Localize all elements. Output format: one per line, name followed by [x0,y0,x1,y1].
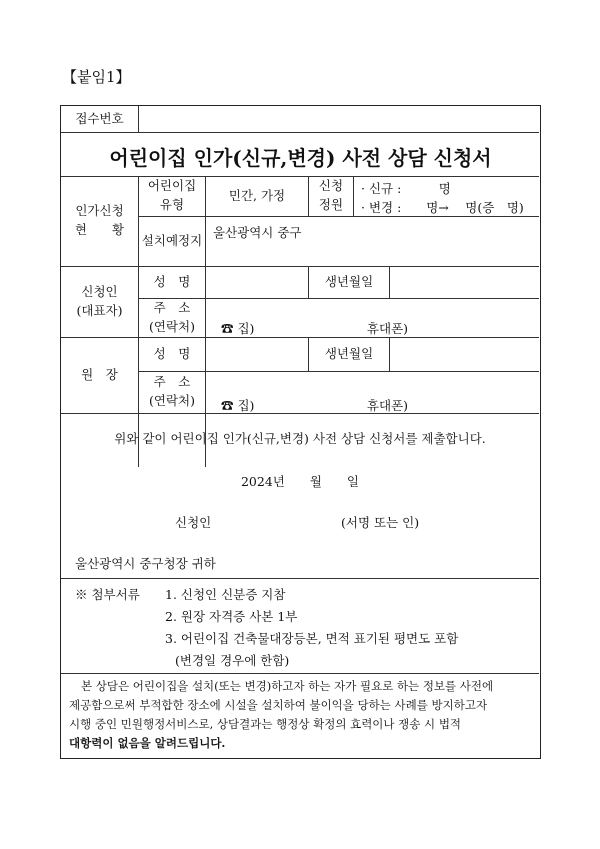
capacity-label [309,176,353,216]
director-birth-label: 생년월일 [324,345,374,361]
applicant-contact-line[interactable]: ☎ 집) 휴대폰) [221,321,409,336]
attachment-item-3-note: (변경일 경우에 한함) [175,653,290,668]
license-status-label-line2: 현 황 [74,222,125,237]
director-name-label: 성 명 [153,345,191,361]
applicant-address-label-line1: 주 소 [153,299,191,315]
type-label [139,176,205,216]
applicant-address-label [139,298,205,337]
director-address-label-line1: 주 소 [153,374,191,390]
applicant-label-line2: (대표자) [76,302,123,318]
type-label-line2: 유형 [159,197,185,212]
type-label-line1: 어린이집 [147,178,197,194]
notice-line-1: 본 상담은 어린이집을 설치(또는 변경)하고자 하는 자가 필요로 하는 정보를 사전에 [81,679,494,693]
applicant-group-label [61,266,138,337]
applicant-address-label-line2: (연락처) [149,318,195,334]
addressee: 울산광역시 중구청장 귀하 [75,556,216,571]
applicant-name-label: 성 명 [153,273,191,289]
attachment-item-3: 3. 어린이집 건축물대장등본, 면적 표기된 평면도 포함 [165,631,459,646]
applicant-birth-label: 생년월일 [324,273,374,289]
attachment-item-2: 2. 원장 자격증 사본 1부 [165,609,298,624]
form-title: 어린이집 인가(신규,변경) 사전 상담 신청서 [109,146,492,170]
director-address-label-line2: (연락처) [149,393,195,408]
capacity-label-line1: 신청 [318,178,344,194]
capacity-label-line2: 정원 [318,197,344,212]
attachment-item-1: 1. 신청인 신분증 지참 [165,587,286,602]
application-form [60,105,541,759]
license-status-label-line1: 인가신청 [75,203,124,219]
receipt-label: 접수번호 [75,110,124,126]
capacity-new-line: · 신규 : 명 [361,181,451,196]
capacity-change-line: · 변경 : 명→ 명(증 명) [361,200,524,215]
director-address-label [139,371,205,413]
location-label: 설치예정지 [141,232,203,248]
signer-label: 신청인 [175,515,212,530]
applicant-label-line1: 신청인 [81,283,118,299]
sign-hint[interactable]: (서명 또는 인) [341,515,420,530]
date-line: 2024년 월 일 [240,474,360,489]
type-value: 민간, 가정 [228,187,286,203]
notice-line-2: 제공함으로써 부적합한 장소에 시설을 설치하여 불이익을 당하는 사례를 방지하고자 [69,698,488,712]
director-birth-field[interactable] [390,337,539,371]
notice-line-4: 대항력이 없음을 알려드립니다. [69,736,226,750]
attachment-label: 【붙임1】 [62,68,131,86]
receipt-number-field[interactable] [139,106,539,132]
license-status-group-label [61,176,138,266]
attachments-label: ※ 첨부서류 [75,587,140,602]
applicant-birth-field[interactable] [390,266,539,298]
statement-text: 위와 같이 어린이집 인가(신규,변경) 사전 상담 신청서를 제출합니다. [114,431,486,446]
notice-line-3: 시행 중인 민원행정서비스로, 상담결과는 행정상 확정의 효력이나 쟁송 시 법적 [69,717,462,731]
location-value[interactable]: 울산광역시 중구 [213,225,302,240]
director-group-label: 원 장 [81,366,118,382]
director-contact-line[interactable]: ☎ 집) 휴대폰) [221,398,409,413]
director-name-field[interactable] [206,337,308,371]
applicant-name-field[interactable] [206,266,308,298]
